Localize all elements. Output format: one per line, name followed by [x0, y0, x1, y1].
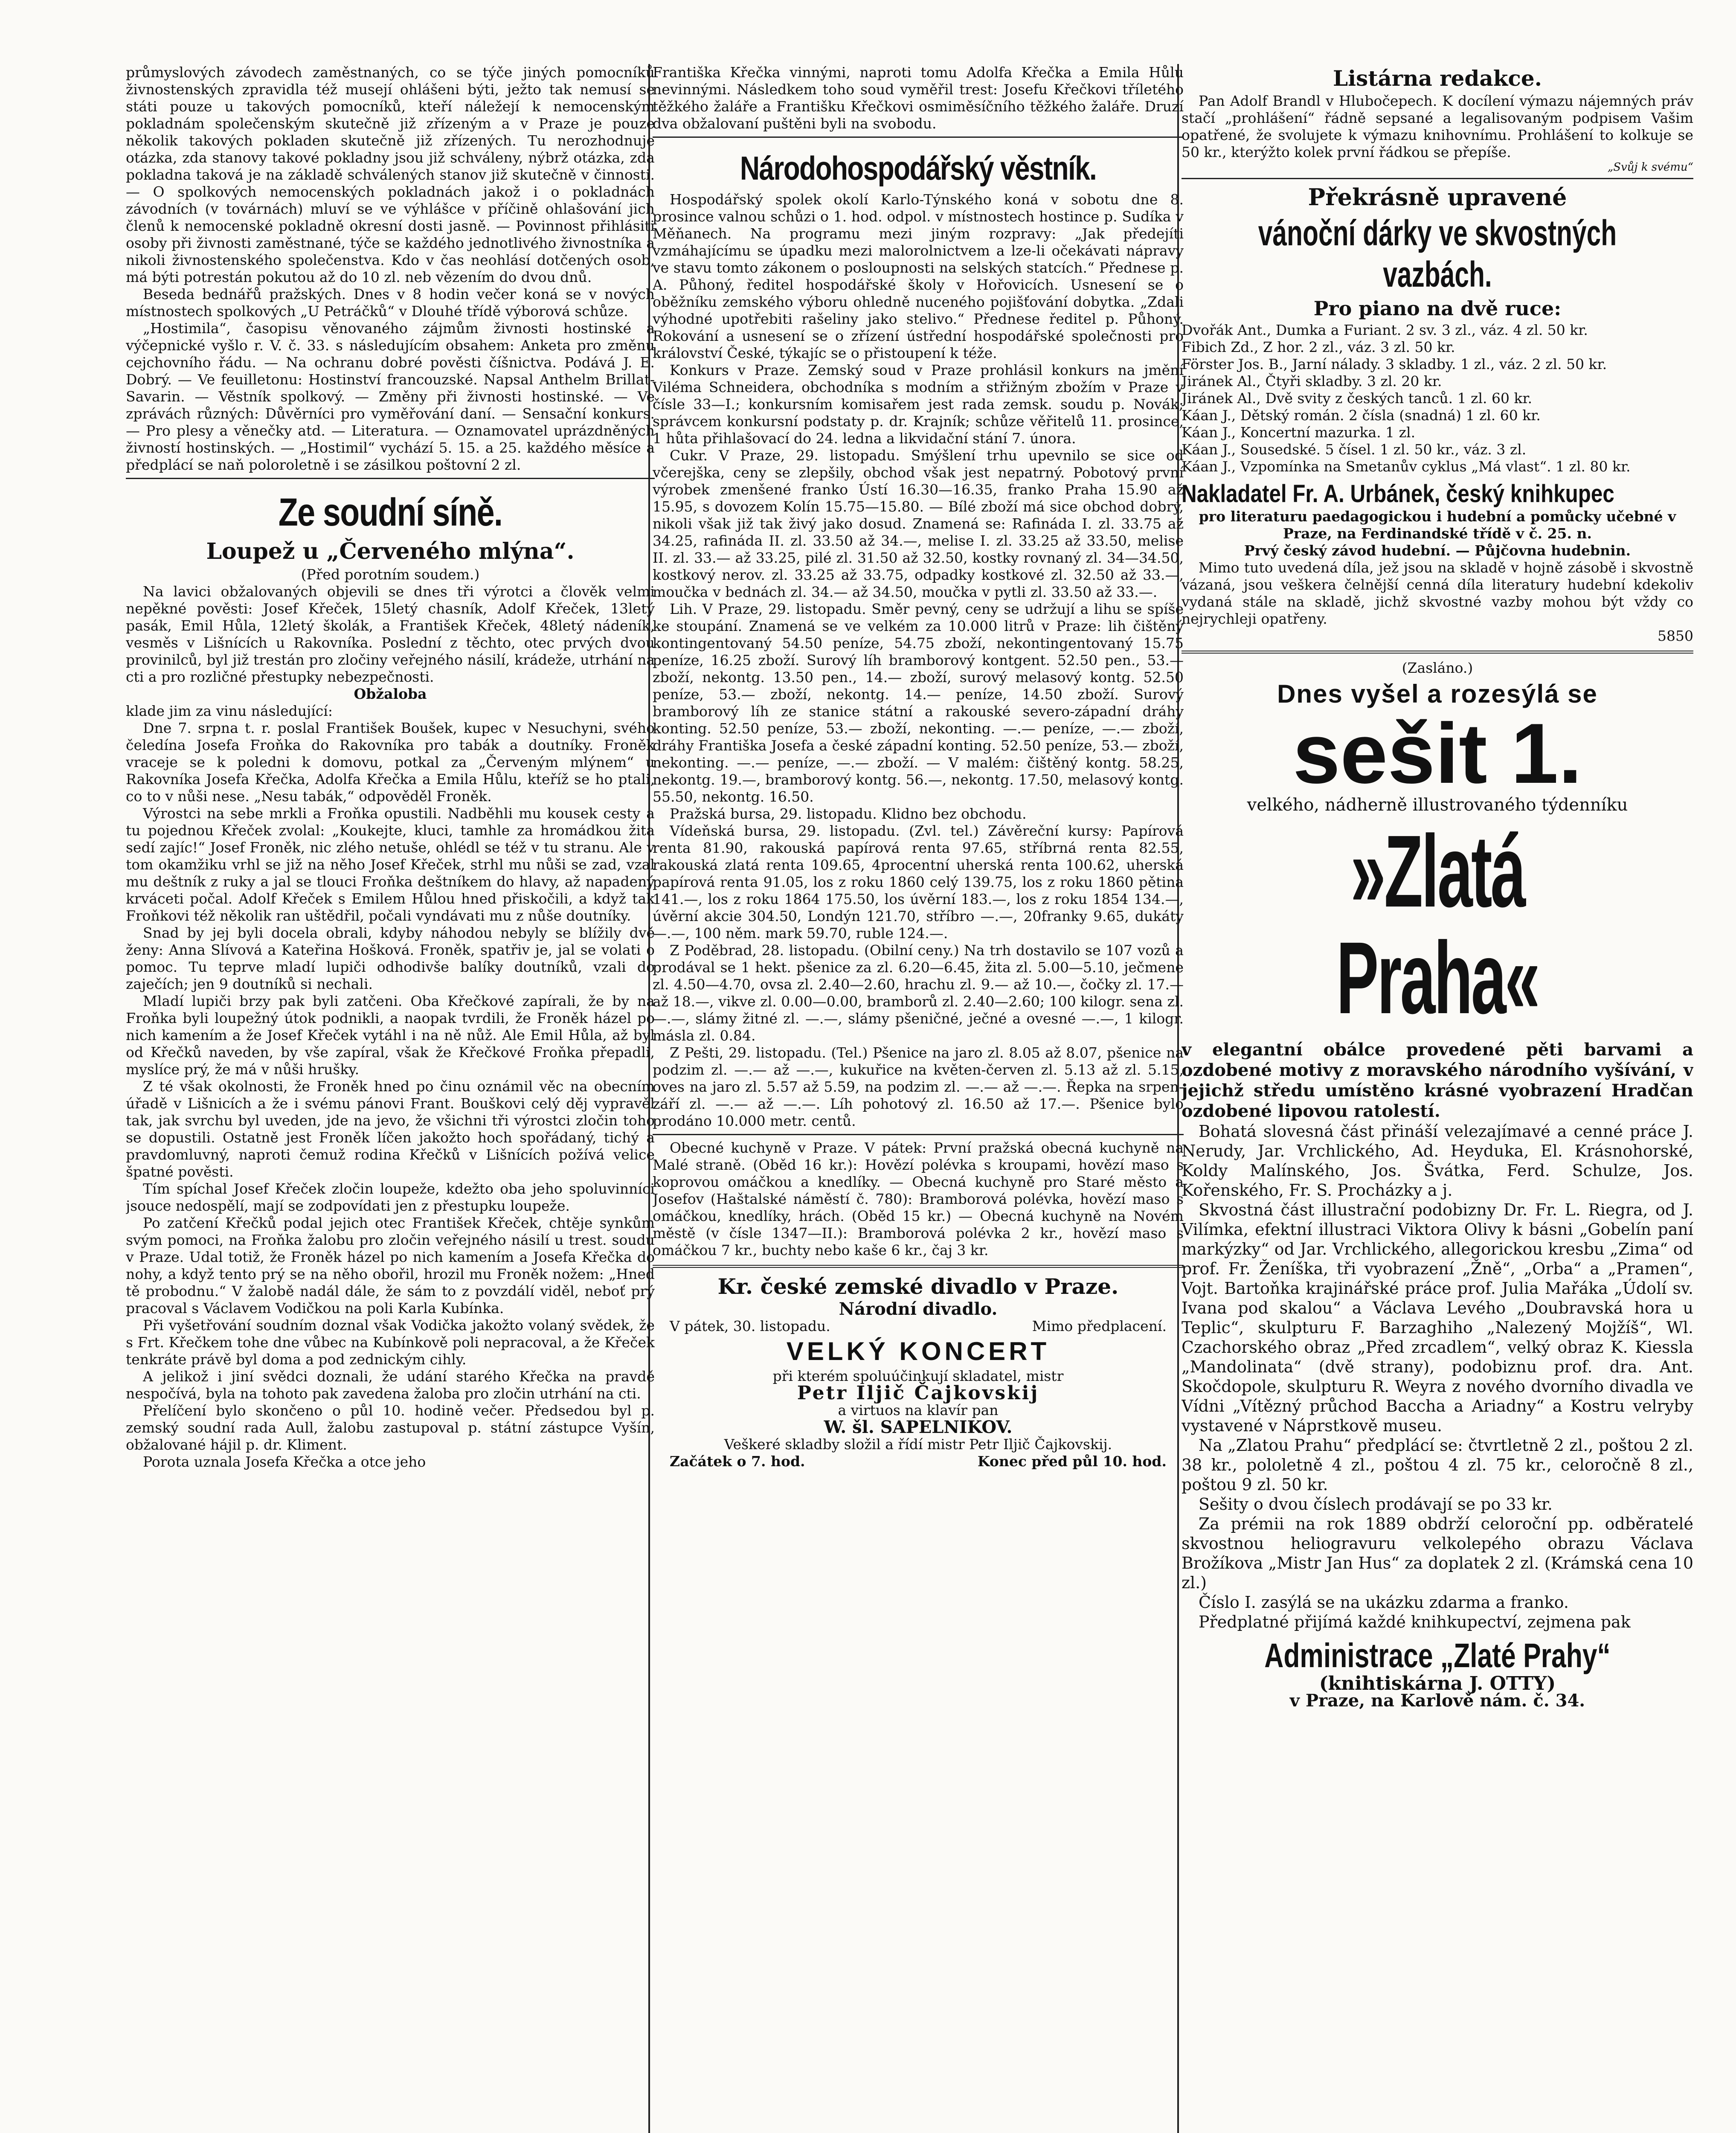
paragraph: Mimo tuto uvedená díla, jež jsou na skladě v hojně zásobě i skvostně vázaná, jsou veškera čelnější cenná díla literatury hudební kdekoliv vydaná stále na skladě, jichž skvostné vazby mohou být vždy co nejrychleji opatřeny.	[1182, 559, 1693, 627]
list-item: Jiránek Al., Dvě svity z českých tanců. 1 zl. 60 kr.	[1182, 390, 1533, 407]
theatre-date: V pátek, 30. listopadu.	[670, 1318, 830, 1334]
printer-name: (knihtiskárna J. OTTY)	[1319, 1673, 1556, 1694]
list-item: Dvořák Ant., Dumka a Furiant. 2 sv. 3 zl., váz. 4 zl. 50 kr.	[1182, 322, 1588, 338]
subheading: (Před porotním soudem.)	[301, 566, 480, 583]
list-item: Fibich Zd., Z hor. 2 zl., váz. 3 zl. 50 kr.	[1182, 339, 1455, 355]
paragraph: A jelikož i jiní svědci doznali, že udání starého Křečka na pravdě nespočívá, byla na tohoto pak zavedena žaloba pro zločin utrhání na cti.	[126, 1368, 655, 1402]
theatre-subtitle: Národní divadlo.	[839, 1299, 998, 1319]
paragraph: průmyslových závodech zaměstnaných, co se týče jiných pomocníků živnostenských zpravidla též musejí ohlášeni býti, ježto tak nemusí se státi pouze u takových pomocníků, kteří náležejí k nemocenským pokladnám společenským skutečně již zřízeným a v Praze je pouze několik takových pokladen skutečně již zřízených. Tu nerozhodnuje otázka, zda stanovy takové pokladny jsou již schváleny, nýbrž otázka, zda pokladna taková je na základě schválených stanov již skutečně v činnosti. — O spolkových nemocenských pokladnách jakož i o pokladnách závodních (v továrnách) mluví se ve výhlášce v příčině ohlašování jich členů k nemocenské pokladně okresní dosti jasně. — Povinnost přihlásiti osoby při živnosti zaměstnané, týče se každého jednotlivého živnostníka a nikoli živnostenského společenstva. Kdo v čas neohlásí dotčených osob, má býti potrestán pokutou až do 10 zl. neb vězením do dvou dnů.	[126, 64, 655, 285]
publisher-name: Administrace „Zlaté Prahy“	[1264, 1636, 1611, 1674]
pianist-name: W. šl. SAPELNIKOV.	[824, 1417, 1013, 1437]
paragraph: Z Pešti, 29. listopadu. (Tel.) Pšenice na jaro zl. 8.05 až 8.07, pšenice na podzim zl. —.— až —.—, kukuřice na květen-červen zl. 5.13 až zl. 5.15, oves na jaro zl. 5.57 až 5.59, na podzim zl. —.— až —.—. Řepka na srpen-září zl. —.— až —.—. Líh pohotový zl. 16.50 až 17.—. Pšenice bylo prodáno 10.000 metr. centů.	[653, 1044, 1184, 1129]
paragraph: Výrostci na sebe mrkli a Froňka opustili. Nadběhli mu kousek cesty a tu pojednou Křeček zvolal: „Koukejte, kluci, tamhle za hromádkou žita sedí zajíc!“ Josef Froněk, nic zlého netuše, ohlédl se též v tu stranu. Ale v tom okamžiku vrhl se již na něho Josef Křeček, strhl mu nůši se zad, vzal mu deštník z ruky a jal se tlouci Froňka deštníkem do hlavy, až napadený krváceti počal. Adolf Křeček s Emilem Hůlou hned přiskočili, a když tak Froňkovi též několik ran uštědřil, počali vyndávati mu z nůše doutníky.	[126, 805, 655, 924]
divider	[653, 1265, 1184, 1268]
paragraph: Číslo I. zasýlá se na ukázku zdarma a franko.	[1199, 1593, 1569, 1612]
composer-name: Petr Iljič Čajkovskij	[797, 1382, 1039, 1404]
paragraph: Mladí lupiči brzy pak byli zatčeni. Oba Křečkové zapírali, že by na Froňka byli loupežný útok podnikli, a naopak tvrdili, že Froněk házel po nich kamením a že Josef Křeček vytáhl i na ně nůž. Ale Emil Hůla, až byl od Křečků naveden, by vše zapíral, však že Křečkové Froňka přepadli, myslíce prý, že má v nůši hrušky.	[126, 993, 655, 1078]
list-item: Förster Jos. B., Jarní nálady. 3 skladby. 1 zl., váz. 2 zl. 50 kr.	[1182, 356, 1607, 372]
section-heading: Ze soudní síně.	[278, 491, 502, 534]
list-item: Káan J., Dětský román. 2 čísla (snadná) 1 zl. 60 kr.	[1182, 407, 1541, 424]
paragraph: Za prémii na rok 1889 obdrží celoroční pp. odběratelé skvostnou heliogravuru velkolepého obrazu Václava Brožíkova „Mistr Jan Hus“ za doplatek 2 zl. (Krámská cena 10 zl.)	[1182, 1514, 1693, 1592]
paragraph: Pan Adolf Brandl v Hlubočepech. K docílení výmazu nájemných práv stačí „prohlášení“ řádně sepsané a legalisovaným podpisem Vašim opatřené, že svolujete k výmazu knihovnímu. Prohlášení to kolkuje se 50 kr., kterýžto kolek první řádkou se přepíše.	[1182, 93, 1693, 160]
paragraph: Konkurs v Praze. Zemský soud v Praze prohlásil konkurs na jmění Viléma Schneidera, obchodníka s modním a střižným zbožím v Praze v čísle 33—I.; konkursním komisařem jest rada zemsk. soudu p. Novák; správcem konkursní podstaty p. dr. Krajník; schůze věřitelů 11. prosince, 1 hůta přihlašovací do 24. ledna a likvidační stání 7. února.	[653, 362, 1184, 447]
list-item: Káan J., Sousedské. 5 čísel. 1 zl. 50 kr., váz. 3 zl.	[1182, 441, 1527, 458]
theatre-note: Mimo předplacení.	[1032, 1318, 1167, 1334]
paragraph: Bohatá slovesná část přináší velezajímavé a cenné práce J. Nerudy, Jar. Vrchlického, Ad. Heyduka, El. Krásnohorské, Koldy Malínského, Jos. Švátka, Ferd. Schulze, Jos. Kořenského, Fr. S. Procházky a j.	[1182, 1122, 1693, 1200]
list-item: Jiránek Al., Čtyři skladby. 3 zl. 20 kr.	[1182, 373, 1442, 389]
divider	[126, 478, 655, 479]
paragraph: klade jim za vinu následující:	[126, 703, 333, 719]
paragraph: Přelíčení bylo skončeno o půl 10. hodině večer. Předsedou byl p. zemský soudní rada Aull, žalobu zastupoval p. státní zástupce Vyšín, obžalované hájil p. dr. Kliment.	[126, 1402, 655, 1453]
divider	[653, 137, 1184, 138]
paragraph: Františka Křečka vinnými, naproti tomu Adolfa Křečka a Emila Hůlu nevinnými. Následkem toho soud vyměřil trest: Josefu Křečkovi tříletého těžkého žaláře a Františku Křečkovi osmiměsíčního těžkého žaláře. Druzí dva obžalovaní puštěni byli na svobodu.	[653, 64, 1184, 132]
article-heading: Loupež u „Červeného mlýna“.	[206, 538, 575, 564]
section-heading: Národohospodářský věstník.	[740, 149, 1097, 187]
theatre-title: Kr. české zemské divadlo v Praze.	[717, 1274, 1119, 1299]
ad-headline: Dnes vyšel a rozesýlá se	[1277, 680, 1598, 708]
ad-subheading: Pro piano na dvě ruce:	[1313, 297, 1562, 320]
ad-note: (Zasláno.)	[1402, 660, 1473, 676]
column-1	[126, 64, 655, 2133]
publisher-heading: Nakladatel Fr. A. Urbánek, český knihkupec	[1182, 480, 1614, 508]
paragraph: Z té však okolnosti, že Froněk hned po činu oznámil věc na obecním úřadě v Lišnicích a že i svému pánovi Frant. Bouškovi celý děj vypravěl tak, jak svrchu byl uveden, jde na jevo, že všichni tři výrostci zločin toho se dopustili. Ostatně jest Froněk líčen jakožto hoch spořádaný, tichý a pravdomluvný, naproti čemuž rodina Křečků v Lišnících požívá velice špatné pověsti.	[126, 1078, 655, 1180]
column-2	[653, 64, 1184, 2133]
concert-end: Konec před půl 10. hod.	[977, 1453, 1167, 1470]
column-3	[1182, 64, 1693, 2133]
paragraph: Vídeňská bursa, 29. listopadu. (Zvl. tel.) Závěreční kursy: Papírová renta 81.90, rakouská papírová renta 97.65, stříbrná renta 82.55, rakouská zlatá renta 109.65, 4procentní uherská renta 100.62, uherská papírová renta 91.05, los z roku 1860 celý 139.75, los z roku 1860 pětina 141.—, los z roku 1864 175.50, los úvěrní 183.—, los z roku 1854 134.—, úvěrní akcie 304.50, Londýn 121.70, stříbro —.—, 20franky 9.65, dukáty —.—, 100 něm. mark 59.70, ruble 124.—.	[653, 822, 1184, 942]
paragraph: Skvostná část illustrační podobizny Dr. Fr. L. Riegra, od J. Vilímka, efektní illustraci Viktora Olivy k básni „Gobelín paní markýzky“ od Jar. Vrchlického, allegorickou kresbu „Zima“ od prof. Fr. Ženíška, tři vyobrazení „Žně“, „Orba“ a „Pramen“, Vojt. Bartoňka krajinářské práce prof. Julia Mařáka „Údolí sv. Ivana pod skalou“ a Václava Levého „Doubravská hora u Teplic“, skulpturu F. Barzaghiho „Nalezený Mojžíš“, Wl. Czachorského obraz „Před zrcadlem“, velký obraz K. Kiessla „Mandolinata“ (dvě strany), podobiznu prof. dra. Ant. Skočdopole, skulpturu R. Weyra z nového dvorního divadla ve Vídni „Vítězný průchod Baccha a Ariadny“ a Kostru velryby vystavené v Náprstkově museu.	[1182, 1200, 1693, 1435]
issue-title: sešit 1.	[1292, 706, 1582, 801]
divider	[653, 1134, 1184, 1135]
paragraph: Pražská bursa, 29. listopadu. Klidno bez obchodu.	[670, 805, 1027, 822]
paragraph: Snad by jej byli docela obrali, kdyby náhodou nebyly se blížily dvě ženy: Anna Slívová a Kateřina Hošková. Froněk, spatřiv je, jal se volati o pomoc. Tu teprve mladí lupiči odhodivše balíky doutníků, vzali do zaječích; jen 9 doutníků si nechali.	[126, 924, 655, 992]
paragraph: Porota uznala Josefa Křečka a otce jeho	[143, 1453, 426, 1470]
divider	[1182, 651, 1693, 654]
ad-heading: Překrásně upravené	[1308, 183, 1567, 211]
paragraph: Tím spíchal Josef Křeček zločin loupeže, kdežto oba jeho spoluvinníci jsouce nedospělí, mají se zodpovídati jen z přestupku loupeže.	[126, 1180, 655, 1214]
concert-title: VELKÝ KONCERT	[786, 1337, 1050, 1366]
publisher-address: v Praze, na Karlově nám. č. 34.	[1289, 1691, 1585, 1711]
paragraph: Na „Zlatou Prahu“ předplácí se: čtvrtletně 2 zl., poštou 2 zl. 38 kr., pololetně 4 zl., poštou 4 zl. 75 kr., celoročně 8 zl., poštou 9 zl. 50 kr.	[1182, 1436, 1693, 1494]
paragraph: Na lavici obžalovaných objevili se dnes tři výrotci a člověk velmi nepěkné pověsti: Josef Křeček, 15letý chasník, Adolf Křeček, 13letý pasák, Emil Hůla, 12letý školák, a František Křeček, 48letý nádeník, vesměs v Lišnících u Rakovníka. Poslední z těchto, otec prvých dvou provinilců, byl již trestán pro zločiny veřejného násilí, krádeže, utrhání na cti a pro rozličné přestupky nebezpečnosti.	[126, 583, 655, 685]
ad-number: 5850	[1658, 628, 1693, 644]
paragraph: Beseda bednářů pražských. Dnes v 8 hodin večer koná se v nových místnostech spolkových „U Petráčků“ v Dlouhé třídě výborová schůze.	[126, 286, 655, 320]
paragraph: Z Poděbrad, 28. listopadu. (Obilní ceny.) Na trh dostavilo se 107 vozů a prodával se 1 hekt. pšenice za zl. 6.20—6.45, žita zl. 5.00—5.10, ječmene zl. 4.50—4.70, ovsa zl. 2.40—2.60, hrachu zl. 9.— až 10.—, čočky zl. 17.— až 18.—, vikve zl. 0.00—0.00, bramborů zl. 2.40—2.60; 100 kilogr. sena zl. —.—, slámy žitné zl. —.—, slámy pšeničné, ječné a ovesné —.—, 1 kilogr. másla zl. 0.84.	[653, 942, 1184, 1044]
paragraph: v elegantní obálce provedené pěti barvami a ozdobené motivy z moravského národního vyšívání, v jejichž středu umístěno krásné vyobrazení Hradčan ozdobené lipovou ratolestí.	[1182, 1040, 1693, 1121]
paragraph: Sešity o dvou číslech prodávají se po 33 kr.	[1199, 1495, 1553, 1514]
paragraph: Cukr. V Praze, 29. listopadu. Smýšlení trhu upevnilo se sice od včerejška, ceny se zlepšily, obchod však jest nepatrný. Pobotový první výrobek zmenšené franko Ústí 16.30—16.35, franko Praha 15.90 až 15.95, s dovozem Kolín 15.75—15.80. — Bílé zboží má sice obchod dobrý, nikoli však již tak živý jako dosud. Znamená se: Rafináda I. zl. 33.75 až 34.25, rafináda II. zl. 33.50 až 34.—, melise I. zl. 33.25 až 33.50, melise II. zl. 33.— až 33.25, pilé zl. 31.50 až 32.50, kostky rovnaný zl. 34—34.50, kostkový nerov. zl. 33.25 až 33.75, odpadky kostkové zl. 32.50 až 33.—, moučka v bednách zl. 34.— až 34.50, moučka v pytli zl. 33.50 až 33.—.	[653, 447, 1184, 600]
concert-line: a virtuos na klavír pan	[838, 1402, 999, 1418]
magazine-title: »Zlatá Praha«	[1336, 814, 1539, 1035]
list-item: Káan J., Koncertní mazurka. 1 zl.	[1182, 424, 1416, 441]
signature: „Svůj k svému“	[1607, 161, 1693, 174]
concert-start: Začátek o 7. hod.	[670, 1453, 805, 1470]
paragraph: Dne 7. srpna t. r. poslal František Boušek, kupec v Nesuchyni, svého čeledína Josefa Froňka do Rakovníka pro tabák a doutníky. Froněk vraceje se k poledni k domovu, potkal za „Červeným mlýnem“ u Rakovníka Josefa Křečka, Adolfa Křečka a Emila Hůlu, kteříž se ho ptali, co to v nůši nese. „Nesu tabák,“ odpověděl Froněk.	[126, 720, 655, 805]
section-heading: Listárna redakce.	[1332, 66, 1542, 91]
publisher-address: pro literaturu paedagogickou i hudební a pomůcky učebné v Praze, na Ferdinandské třídě v č. 25. n.	[1199, 508, 1676, 542]
divider	[1182, 178, 1693, 179]
paragraph: „Hostimila“, časopisu věnovaného zájmům živnosti hostinské a výčepnické vyšlo r. V. č. 33. s následujícím obsahem: Anketa pro změnu cejchovního řádu. — Na ochranu dobré pověsti číšnictva. Podává J. E. Dobrý. — Ve feuilletonu: Hostinství francouzské. Napsal Anthelm Brillat-Savarin. — Věstník spolkový. — Změny při živnosti hostinské. — Ve zprávách různých: Důvěrníci pro vyměřování daní. — Sensační konkurs. — Pro plesy a věnečky atd. — Literatura. — Oznamovatel uprázdněných živností hostinských. — „Hostimil“ vychází 5. 15. a 25. každého měsíce a předplácí se naň poloroletně i se zásilkou poštovní 2 zl.	[126, 320, 655, 473]
paragraph: Hospodářský spolek okolí Karlo-Týnského koná v sobotu dne 8. prosince valnou schůzi o 1. hod. odpol. v místnostech hostince p. Sudíka v Měňanech. Na programu mezi jiným rozpravy: „Jak předejíti vzmáhajícímu se úpadku mezi malorolnictvem a lze-li očekávati nápravy ve stavu tomto zákonem o posloupnosti na selských statcích.“ Přednese p. A. Půhoný, ředitel hospodářské školy v Hořovicích. Usnesení se o oběžníku zemského výboru ohledně nuceného pojišťování dobytka. „Zdali výhodné upotřebiti rašeliny jako stelivo.“ Přednese ředitel p. Půhoný. Rokování a usnesení se o zřízení ústřední hospodářské společnosti pro království České, týkajíc se o přistoupení k téže.	[653, 191, 1184, 361]
paragraph: Po zatčení Křečků podal jejich otec František Křeček, chtěje synkům svým pomoci, na Froňka žalobu pro zločin veřejného násilí u trest. soudu v Praze. Udal totiž, že Froněk házel po nich kamením a Josefa Křečka do nohy, a když tento prý se na něho obořil, hrozil mu Froněk nožem: „Hned tě probodnu.“ V žalobě nadál dále, že sám to z povzdálí viděl, neboť prý pracoval s Václavem Vodičkou na poli Karla Kubínka.	[126, 1215, 655, 1316]
subheading: Obžaloba	[354, 686, 427, 702]
concert-line: Veškeré skladby složil a řídí mistr Petr Iljič Čajkovskij.	[724, 1436, 1112, 1453]
publisher-tagline: Prvý český závod hudební. — Půjčovna hudebnin.	[1244, 542, 1631, 559]
ad-headline: vánoční dárky ve skvostných vazbách.	[1258, 213, 1617, 294]
ad-line: velkého, nádherně illustrovaného týdenníku	[1247, 795, 1628, 815]
paragraph: Při vyšetřování soudním doznal však Vodička jakožto volaný svědek, že s Frt. Křečkem tohe dne vůbec na Kubínkově poli nepracoval, a že Křeček tenkráte právě byl doma a pod zednickým cihly.	[126, 1317, 655, 1368]
paragraph: Obecné kuchyně v Praze. V pátek: První pražská obecná kuchyně na Malé straně. (Oběd 16 kr.): Hovězí polévka s kroupami, hovězí maso s koprovou omáčkou a knedlíky. — Obecná kuchyně pro Staré město a Josefov (Haštalské náměstí č. 780): Bramborová polévka, hovězí maso s omáčkou, knedlíky, hrách. (Oběd 15 kr.) — Obecná kuchyně na Novém městě (v čísle 1347—II.): Bramborová polévka 2 kr., hovězí maso s omáčkou 7 kr., buchty nebo kaše 6 kr., čaj 3 kr.	[653, 1139, 1184, 1258]
paragraph: Lih. V Praze, 29. listopadu. Směr pevný, ceny se udržují a lihu se spíše ke stoupání. Znamená se ve velkém za 10.000 litrů v Praze: lih čištěný kontingentovaný 54.50 peníze, 54.75 zboží, nekontingentovaný 15.75 peníze, 16.25 zboží. Surový líh bramborový kontgent. 52.50 pen., 53.— zboží, nekontg. 13.50 pen., 14.— zboží, surový melasový kontg. 52.50 peníze, 53.— zboží, nekontg. 14.— peníze, 14.50 zboží. Surový bramborový líh ze stanice státní a rakouské severo-západní dráhy konting. 52.50 peníze, 53.— zboží, nekonting. —.— peníze, —.— zboží, dráhy Františka Josefa a české západní konting. 52.50 peníze, 53.— zboží, nekonting. —.— peníze, —.— zboží. — V malém: čištěný kontg. 58.25, nekontg. 19.—, bramborový kontg. 56.—, nekontg. 17.50, melasový kontg. 55.50, nekontg. 16.50.	[653, 601, 1184, 805]
list-item: Káan J., Vzpomínka na Smetanův cyklus „Má vlast“. 1 zl. 80 kr.	[1182, 458, 1631, 475]
paragraph: Předplatné přijímá každé knihkupectví, zejmena pak	[1199, 1613, 1631, 1631]
concert-line: při kterém spoluúčinkují skladatel, mistr	[772, 1368, 1064, 1384]
